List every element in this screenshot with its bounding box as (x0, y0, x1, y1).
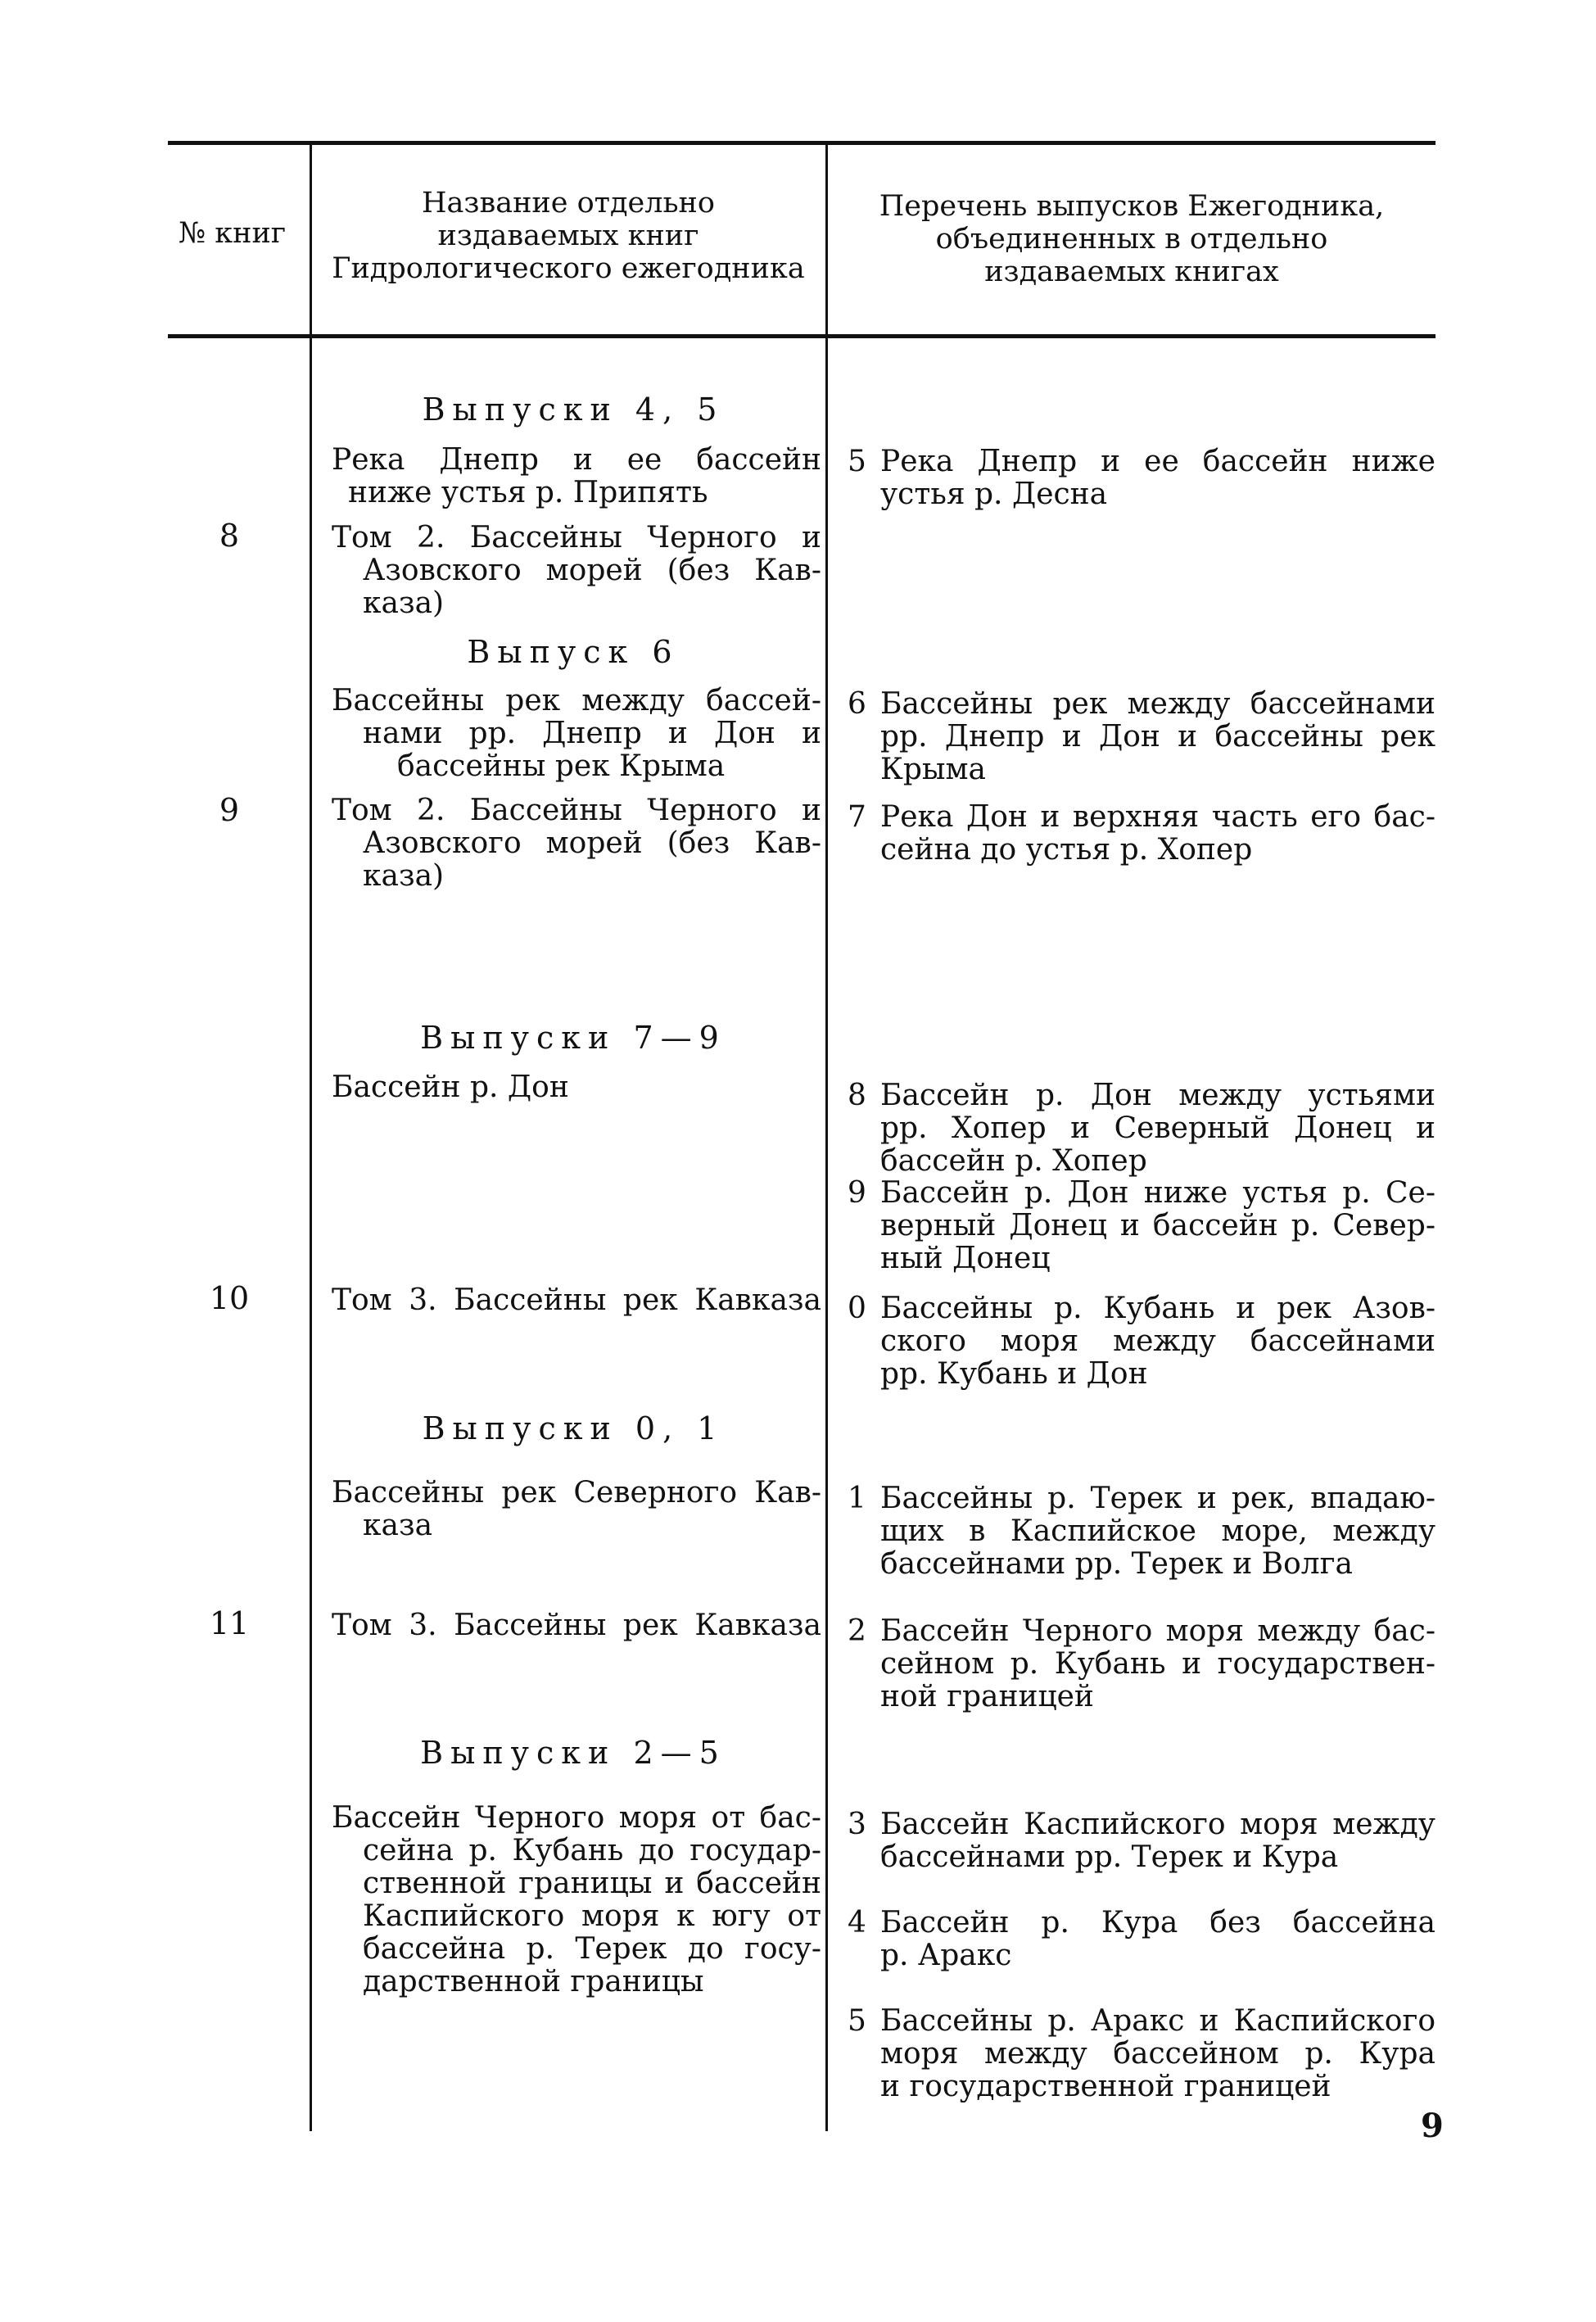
header-col-issues: Перечень выпусков Ежегодника, объединенных в отдельно издаваемых книгах (879, 190, 1385, 288)
issue-entry: Бассейн р. Дон ниже устья р. Се- верный Донец и бассейн р. Север- ный Донец (880, 1176, 1435, 1275)
left-entry: Том 3. Бассейны рек Кавказа (332, 1609, 821, 1642)
issue-number: 2 (848, 1614, 866, 1648)
issue-number: 1 (848, 1482, 866, 1515)
issue-number: 8 (848, 1079, 866, 1112)
header-top-rule (168, 141, 1435, 145)
issue-number: 6 (848, 687, 866, 721)
issue-entry: Река Днепр и ее бассейн ниже устья р. Десна (880, 445, 1435, 511)
column-divider-1 (310, 141, 312, 2131)
issue-entry: Река Дон и верхняя часть его бас- сейна до устья р. Хопер (880, 800, 1435, 867)
left-entry: Бассейн р. Дон (332, 1070, 569, 1104)
left-entry: Бассейны рек Северного Кав- каза (332, 1476, 821, 1542)
section-title: Выпуски 7—9 (420, 1020, 726, 1056)
issue-number: 4 (848, 1906, 866, 1940)
issue-number: 5 (848, 445, 866, 478)
issue-number: 3 (848, 1808, 866, 1841)
left-entry: Река Днепр и ее бассейн ниже устья р. Припять (332, 443, 821, 509)
book-number: 8 (219, 518, 240, 554)
issue-entry: Бассейн р. Дон между устьями рр. Хопер и Северный Донец и бассейн р. Хопер (880, 1079, 1435, 1178)
issue-entry: Бассейны р. Терек и рек, впадаю- щих в Каспийское море, между бассейнами рр. Терек и Волга (880, 1482, 1435, 1581)
issue-number: 5 (848, 2004, 866, 2038)
column-divider-2 (825, 141, 828, 2131)
left-entry: Том 2. Бассейны Черного и Азовского морей (без Кав- каза) (332, 521, 821, 620)
issue-number: 0 (848, 1292, 866, 1325)
header-col-title: Название отдельно издаваемых книг Гидрологического ежегодника (332, 187, 805, 285)
book-number: 10 (209, 1280, 250, 1316)
left-entry: Бассейн Черного моря от бас- сейна р. Кубань до государ- ственной границы и бассейн Каспийского моря к югу от бассейна р. Терек до госу- дарственной границы (332, 1801, 821, 1998)
left-entry: Том 2. Бассейны Черного и Азовского морей (без Кав- каза) (332, 794, 821, 893)
header-col-book-number: № книг (179, 217, 287, 250)
issue-number: 9 (848, 1176, 866, 1210)
section-title: Выпуск 6 (467, 634, 680, 670)
book-number: 11 (209, 1605, 250, 1641)
issue-entry: Бассейн р. Кура без бассейна р. Аракс (880, 1906, 1435, 1972)
left-entry: Бассейны рек между бассей- нами рр. Днепр и Дон и бассейны рек Крыма (332, 684, 821, 783)
section-title: Выпуски 0, 1 (422, 1410, 725, 1446)
left-entry: Том 3. Бассейны рек Кавказа (332, 1283, 821, 1317)
section-title: Выпуски 2—5 (420, 1735, 726, 1771)
header-bottom-rule (168, 334, 1435, 338)
book-number: 9 (219, 792, 240, 828)
issue-entry: Бассейн Каспийского моря между бассейнами рр. Терек и Кура (880, 1808, 1435, 1874)
section-title: Выпуски 4, 5 (422, 392, 725, 428)
issue-entry: Бассейны р. Аракс и Каспийского моря между бассейном р. Кура и государственной границей (880, 2004, 1435, 2103)
issue-entry: Бассейны р. Кубань и рек Азов- ского моря между бассейнами рр. Кубань и Дон (880, 1292, 1435, 1391)
issue-number: 7 (848, 800, 866, 834)
page-number: 9 (1421, 2107, 1444, 2145)
issue-entry: Бассейн Черного моря между бас- сейном р. Кубань и государствен- ной границей (880, 1614, 1435, 1713)
issue-entry: Бассейны рек между бассейнами рр. Днепр и Дон и бассейны рек Крыма (880, 687, 1435, 786)
